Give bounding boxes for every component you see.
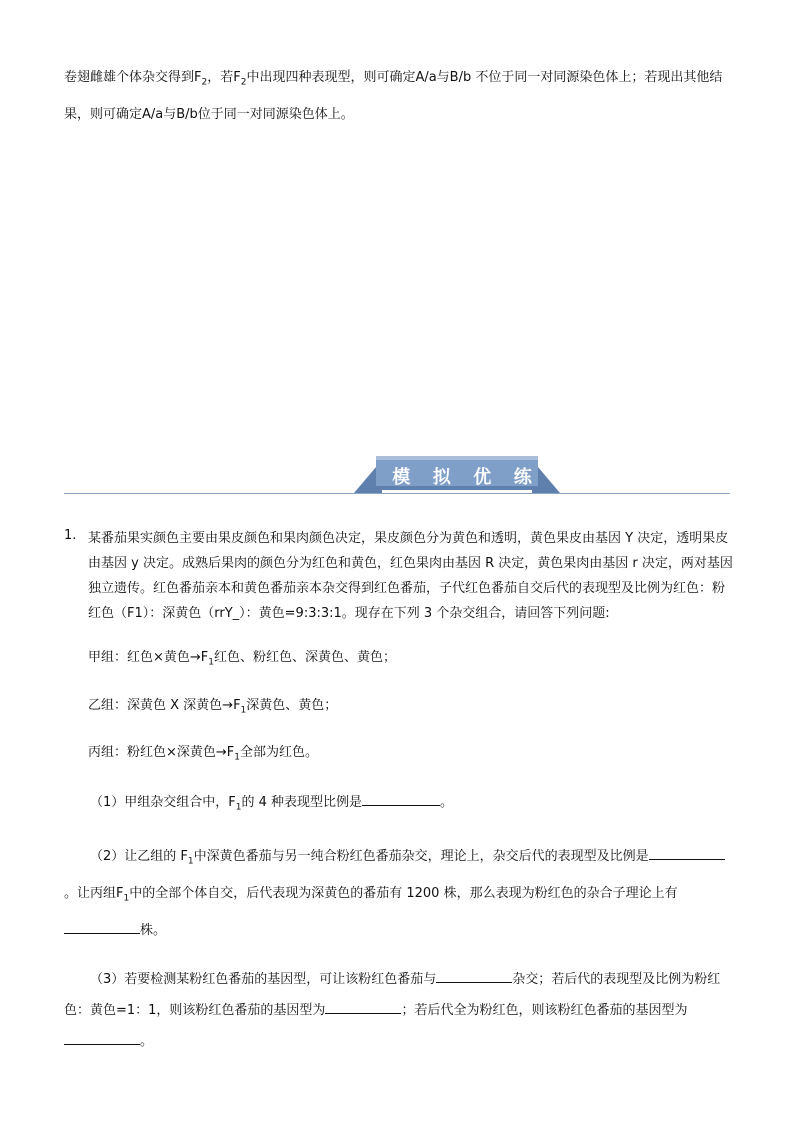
group-jia-text-a: 甲组：红色×黄色→F: [88, 650, 209, 665]
answer-blank-6[interactable]: [64, 1030, 140, 1045]
para-text-3: 中出现四种表现型，则可确定A/a与B/b 不位于同一对同源染色体上；若现出其他结果，则可确定A/a与B/b位于同一对同源染色体上。: [64, 70, 723, 122]
sub1-text-b: 的 4 种表现型比例是: [241, 794, 363, 810]
answer-blank-3[interactable]: [64, 919, 140, 934]
sub2-sub: 1: [187, 856, 194, 867]
sub1-sub: 1: [235, 802, 242, 813]
answer-blank-5[interactable]: [325, 999, 401, 1014]
group-jia-sub: 1: [208, 657, 214, 668]
sub-question-3: [64, 964, 734, 1057]
question-stem: 某番茄果实颜色主要由果皮颜色和果肉颜色决定，果皮颜色分为黄色和透明，黄色果皮由基因 Y 决定，透明果皮由基因 y 决定。成熟后果肉的颜色分为红色和黄色，红色果肉由基因 R 决定，黄色果肉由基因 r 决定，两对基因独立遗传。红色番茄亲本和黄色番茄亲本杂交得到红色番茄，子代红色番茄自交后代的表现型及比例为红色：粉红色（F1）：深黄色（rrY_）：黄色=9:3:3:1。现存在下列 3 个杂交组合，请回答下列问题:: [88, 531, 733, 621]
sub2-sub-2: 1: [123, 893, 130, 904]
group-bing-text-a: 丙组：粉红色×深黄色→F: [88, 745, 235, 761]
answer-blank-2[interactable]: [649, 845, 725, 860]
sub2-text-c: 。让丙组F: [64, 885, 124, 901]
banner-title: [382, 464, 544, 488]
sub3-text-b: 杂交；若后代的表现型及比例为粉红色：黄色=1：1，则该粉红色番茄的基因型为: [64, 971, 721, 1018]
sub2-text-b: 中深黄色番茄与另一纯合粉红色番茄杂交，理论上，杂交后代的表现型及比例是: [193, 849, 649, 865]
sub-question-1: [64, 787, 734, 824]
section-banner: [64, 452, 730, 498]
group-jia-text-b: 红色、粉红色、深黄色、黄色；: [214, 650, 397, 665]
group-bing-text-b: 全部为红色。: [240, 745, 319, 761]
sub1-text-a: （1）甲组杂交组合中，F: [90, 794, 236, 810]
cross-group-bing: [88, 742, 734, 769]
sub3-text-d: 。: [140, 1033, 154, 1049]
para-text-1: 卷翅雌雄个体杂交得到F: [64, 70, 202, 85]
question-1: [64, 526, 734, 1057]
banner-char-1: 模: [392, 467, 413, 488]
cross-group-yi: [88, 695, 734, 722]
group-yi-sub: 1: [240, 705, 247, 716]
para-text-2: ，若F: [207, 70, 241, 85]
banner-char-3: 优: [473, 467, 494, 488]
sub3-text-c: ；若后代全为粉红色，则该粉红色番茄的基因型为: [401, 1002, 688, 1018]
sub3-text-a: （3）若要检测某粉红色番茄的基因型，可让该粉红色番茄与: [90, 971, 437, 987]
cross-group-jia: [88, 647, 734, 674]
para-sub-1: 2: [201, 77, 208, 88]
question-number: 1.: [64, 528, 77, 543]
banner-char-2: 拟: [432, 467, 453, 488]
banner-char-4: 练: [513, 467, 534, 488]
para-sub-2: 2: [240, 77, 247, 88]
group-yi-text-a: 乙组：深黄色 X 深黄色→F: [88, 697, 241, 713]
sub2-text-e: 株。: [140, 922, 167, 938]
sub2-text-d: 中的全部个体自交，后代表现为深黄色的番茄有 1200 株，那么表现为粉红色的杂合子理论上有: [129, 885, 678, 901]
sub2-text-a: （2）让乙组的 F: [90, 849, 188, 865]
sub-question-2: [64, 841, 734, 945]
group-bing-sub: 1: [234, 752, 240, 763]
sub1-text-c: 。: [440, 794, 454, 810]
group-yi-text-b: 深黄色、黄色；: [246, 697, 338, 713]
continuation-paragraph: [64, 62, 734, 131]
answer-blank-4[interactable]: [436, 968, 512, 983]
answer-blank-1[interactable]: [362, 791, 440, 806]
